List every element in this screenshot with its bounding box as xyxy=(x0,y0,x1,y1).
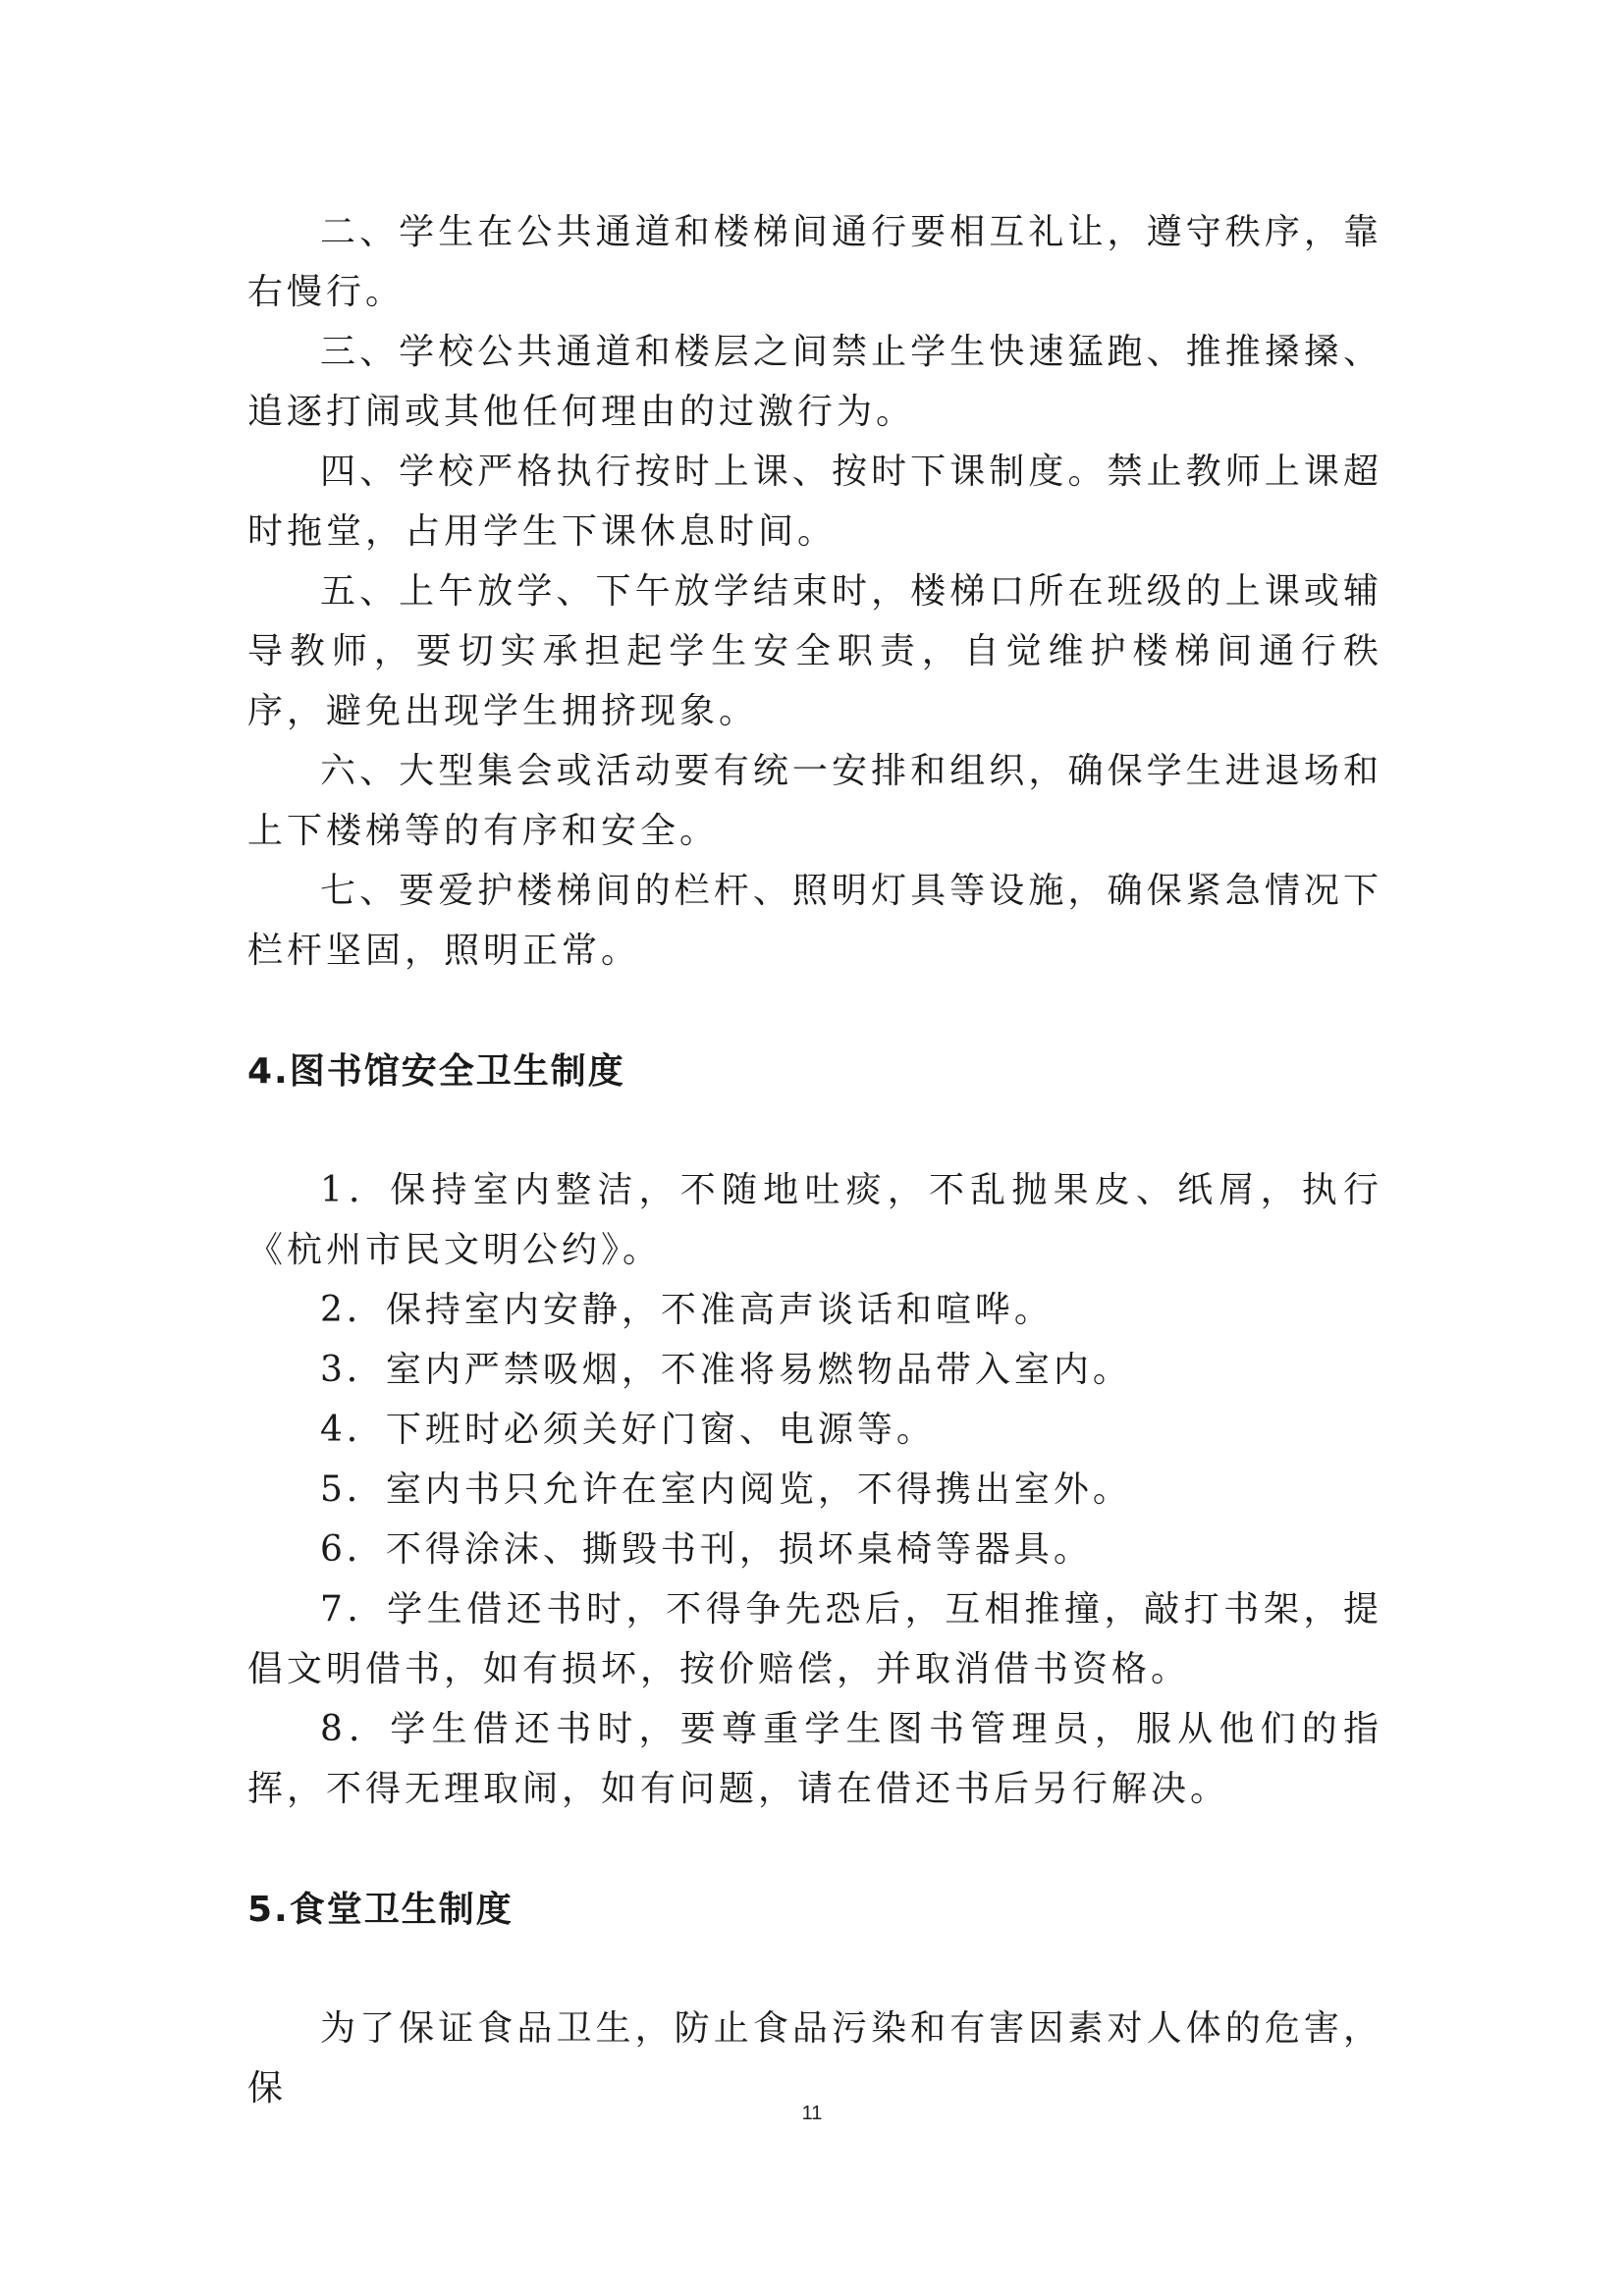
library-rule-5: 5．室内书只允许在室内阅览，不得携出室外。 xyxy=(320,1469,1132,1510)
library-rule-1: 1．保持室内整洁，不随地吐痰，不乱抛果皮、纸屑，执行《杭州市民文明公约》。 xyxy=(247,1170,1382,1270)
page-content xyxy=(247,202,1382,2118)
library-rule-4: 4．下班时必须关好门窗、电源等。 xyxy=(320,1410,936,1450)
library-rule-2: 2．保持室内安静，不准高声谈话和喧哗。 xyxy=(320,1290,1054,1330)
paragraph-item-3: 三、学校公共通道和楼层之间禁止学生快速猛跑、推推搡搡、追逐打闹或其他任何理由的过激行为。 xyxy=(247,332,1382,432)
library-rule-6: 6．不得涂沫、撕毁书刊，损坏桌椅等器具。 xyxy=(320,1529,1093,1570)
paragraph-item-6: 六、大型集会或活动要有统一安排和组织，确保学生进退场和上下楼梯等的有序和安全。 xyxy=(247,751,1382,851)
section-heading-canteen: 5.食堂卫生制度 xyxy=(247,1890,514,1930)
canteen-intro-paragraph: 为了保证食品卫生，防止食品污染和有害因素对人体的危害，保 xyxy=(247,2008,1382,2109)
paragraph-item-2: 二、学生在公共通道和楼梯间通行要相互礼让，遵守秩序，靠右慢行。 xyxy=(247,212,1382,312)
section-heading-library: 4.图书馆安全卫生制度 xyxy=(247,1051,625,1092)
paragraph-item-5: 五、上午放学、下午放学结束时，楼梯口所在班级的上课或辅导教师，要切实承担起学生安全职责，自觉维护楼梯间通行秩序，避免出现学生拥挤现象。 xyxy=(247,571,1382,731)
library-rule-7: 7．学生借还书时，不得争先恐后，互相推撞，敲打书架，提倡文明借书，如有损坏，按价赔偿，并取消借书资格。 xyxy=(247,1589,1382,1689)
library-rule-8: 8．学生借还书时，要尊重学生图书管理员，服从他们的指挥，不得无理取闹，如有问题，请在借还书后另行解决。 xyxy=(247,1709,1382,1809)
paragraph-item-7: 七、要爱护楼梯间的栏杆、照明灯具等设施，确保紧急情况下栏杆坚固，照明正常。 xyxy=(247,871,1382,971)
paragraph-item-4: 四、学校严格执行按时上课、按时下课制度。禁止教师上课超时拖堂，占用学生下课休息时间。 xyxy=(247,452,1382,552)
library-rule-3: 3．室内严禁吸烟，不准将易燃物品带入室内。 xyxy=(320,1350,1132,1390)
page-number: 11 xyxy=(801,2103,823,2124)
